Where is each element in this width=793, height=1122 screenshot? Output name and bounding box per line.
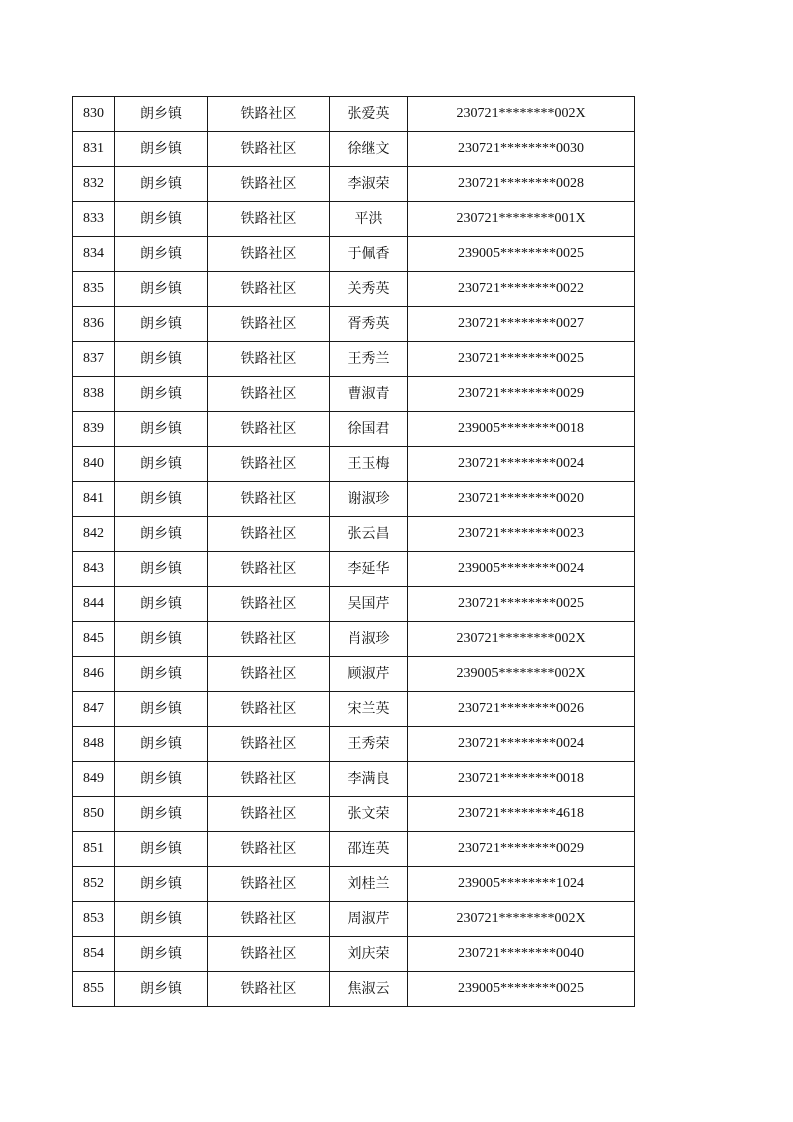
person-name-cell: 徐国君 [330,412,408,447]
id-number-cell: 239005********0018 [408,412,635,447]
table-row [73,272,635,307]
town-cell: 朗乡镇 [115,97,208,132]
person-name-cell: 李满良 [330,762,408,797]
id-number-cell: 230721********0018 [408,762,635,797]
table-row [73,482,635,517]
id-number-cell: 230721********0029 [408,832,635,867]
person-name-cell: 王秀兰 [330,342,408,377]
roster-table-body [73,97,635,1007]
person-name-cell: 张文荣 [330,797,408,832]
id-number-cell: 230721********002X [408,902,635,937]
community-cell: 铁路社区 [208,622,330,657]
community-cell: 铁路社区 [208,867,330,902]
town-cell: 朗乡镇 [115,727,208,762]
id-number-cell: 239005********0024 [408,552,635,587]
town-cell: 朗乡镇 [115,937,208,972]
row-number: 840 [73,447,115,482]
person-name-cell: 宋兰英 [330,692,408,727]
table-row [73,202,635,237]
table-row [73,692,635,727]
id-number-cell: 230721********0024 [408,447,635,482]
town-cell: 朗乡镇 [115,657,208,692]
person-name-cell: 平洪 [330,202,408,237]
table-row [73,97,635,132]
person-name-cell: 邵连英 [330,832,408,867]
id-number-cell: 239005********1024 [408,867,635,902]
community-cell: 铁路社区 [208,132,330,167]
table-row [73,377,635,412]
person-name-cell: 关秀英 [330,272,408,307]
table-row [73,762,635,797]
id-number-cell: 230721********0020 [408,482,635,517]
community-cell: 铁路社区 [208,202,330,237]
person-name-cell: 于佩香 [330,237,408,272]
table-row [73,657,635,692]
person-name-cell: 肖淑珍 [330,622,408,657]
row-number: 851 [73,832,115,867]
person-name-cell: 李淑荣 [330,167,408,202]
person-name-cell: 顾淑芹 [330,657,408,692]
row-number: 852 [73,867,115,902]
community-cell: 铁路社区 [208,97,330,132]
id-number-cell: 230721********001X [408,202,635,237]
table-row [73,412,635,447]
town-cell: 朗乡镇 [115,517,208,552]
person-name-cell: 谢淑珍 [330,482,408,517]
town-cell: 朗乡镇 [115,552,208,587]
table-row [73,972,635,1007]
table-row [73,867,635,902]
row-number: 842 [73,517,115,552]
row-number: 853 [73,902,115,937]
town-cell: 朗乡镇 [115,342,208,377]
town-cell: 朗乡镇 [115,202,208,237]
id-number-cell: 230721********0025 [408,342,635,377]
town-cell: 朗乡镇 [115,377,208,412]
community-cell: 铁路社区 [208,762,330,797]
community-cell: 铁路社区 [208,727,330,762]
town-cell: 朗乡镇 [115,587,208,622]
community-cell: 铁路社区 [208,552,330,587]
id-number-cell: 230721********0027 [408,307,635,342]
person-name-cell: 曹淑青 [330,377,408,412]
community-cell: 铁路社区 [208,972,330,1007]
row-number: 846 [73,657,115,692]
table-row [73,447,635,482]
table-row [73,587,635,622]
id-number-cell: 230721********0029 [408,377,635,412]
row-number: 844 [73,587,115,622]
person-name-cell: 周淑芹 [330,902,408,937]
community-cell: 铁路社区 [208,937,330,972]
town-cell: 朗乡镇 [115,132,208,167]
id-number-cell: 230721********002X [408,97,635,132]
id-number-cell: 230721********0040 [408,937,635,972]
person-name-cell: 张云昌 [330,517,408,552]
community-cell: 铁路社区 [208,377,330,412]
town-cell: 朗乡镇 [115,412,208,447]
community-cell: 铁路社区 [208,412,330,447]
community-cell: 铁路社区 [208,447,330,482]
row-number: 837 [73,342,115,377]
table-row [73,342,635,377]
table-row [73,167,635,202]
row-number: 854 [73,937,115,972]
community-cell: 铁路社区 [208,657,330,692]
roster-table [72,96,635,1007]
id-number-cell: 230721********0026 [408,692,635,727]
table-row [73,622,635,657]
table-row [73,237,635,272]
community-cell: 铁路社区 [208,517,330,552]
id-number-cell: 230721********0022 [408,272,635,307]
id-number-cell: 230721********0023 [408,517,635,552]
table-row [73,517,635,552]
id-number-cell: 230721********0025 [408,587,635,622]
person-name-cell: 刘庆荣 [330,937,408,972]
table-row [73,832,635,867]
community-cell: 铁路社区 [208,902,330,937]
id-number-cell: 230721********0024 [408,727,635,762]
person-name-cell: 刘桂兰 [330,867,408,902]
id-number-cell: 230721********0028 [408,167,635,202]
table-row [73,937,635,972]
row-number: 841 [73,482,115,517]
row-number: 830 [73,97,115,132]
town-cell: 朗乡镇 [115,272,208,307]
person-name-cell: 徐继文 [330,132,408,167]
row-number: 847 [73,692,115,727]
row-number: 848 [73,727,115,762]
town-cell: 朗乡镇 [115,237,208,272]
person-name-cell: 焦淑云 [330,972,408,1007]
row-number: 855 [73,972,115,1007]
community-cell: 铁路社区 [208,832,330,867]
community-cell: 铁路社区 [208,692,330,727]
table-row [73,307,635,342]
community-cell: 铁路社区 [208,797,330,832]
town-cell: 朗乡镇 [115,447,208,482]
table-row [73,132,635,167]
person-name-cell: 吴国芹 [330,587,408,622]
row-number: 836 [73,307,115,342]
row-number: 850 [73,797,115,832]
row-number: 832 [73,167,115,202]
row-number: 845 [73,622,115,657]
town-cell: 朗乡镇 [115,482,208,517]
row-number: 835 [73,272,115,307]
town-cell: 朗乡镇 [115,307,208,342]
row-number: 833 [73,202,115,237]
table-row [73,552,635,587]
community-cell: 铁路社区 [208,342,330,377]
table-row [73,727,635,762]
row-number: 838 [73,377,115,412]
town-cell: 朗乡镇 [115,167,208,202]
id-number-cell: 239005********0025 [408,972,635,1007]
row-number: 834 [73,237,115,272]
person-name-cell: 张爱英 [330,97,408,132]
community-cell: 铁路社区 [208,167,330,202]
table-row [73,797,635,832]
town-cell: 朗乡镇 [115,622,208,657]
row-number: 849 [73,762,115,797]
town-cell: 朗乡镇 [115,692,208,727]
town-cell: 朗乡镇 [115,762,208,797]
community-cell: 铁路社区 [208,272,330,307]
town-cell: 朗乡镇 [115,972,208,1007]
town-cell: 朗乡镇 [115,832,208,867]
table-row [73,902,635,937]
id-number-cell: 230721********0030 [408,132,635,167]
town-cell: 朗乡镇 [115,797,208,832]
row-number: 831 [73,132,115,167]
id-number-cell: 230721********002X [408,622,635,657]
town-cell: 朗乡镇 [115,902,208,937]
id-number-cell: 239005********0025 [408,237,635,272]
person-name-cell: 王秀荣 [330,727,408,762]
town-cell: 朗乡镇 [115,867,208,902]
row-number: 839 [73,412,115,447]
person-name-cell: 李延华 [330,552,408,587]
person-name-cell: 胥秀英 [330,307,408,342]
community-cell: 铁路社区 [208,237,330,272]
row-number: 843 [73,552,115,587]
community-cell: 铁路社区 [208,482,330,517]
community-cell: 铁路社区 [208,587,330,622]
id-number-cell: 230721********4618 [408,797,635,832]
person-name-cell: 王玉梅 [330,447,408,482]
community-cell: 铁路社区 [208,307,330,342]
id-number-cell: 239005********002X [408,657,635,692]
